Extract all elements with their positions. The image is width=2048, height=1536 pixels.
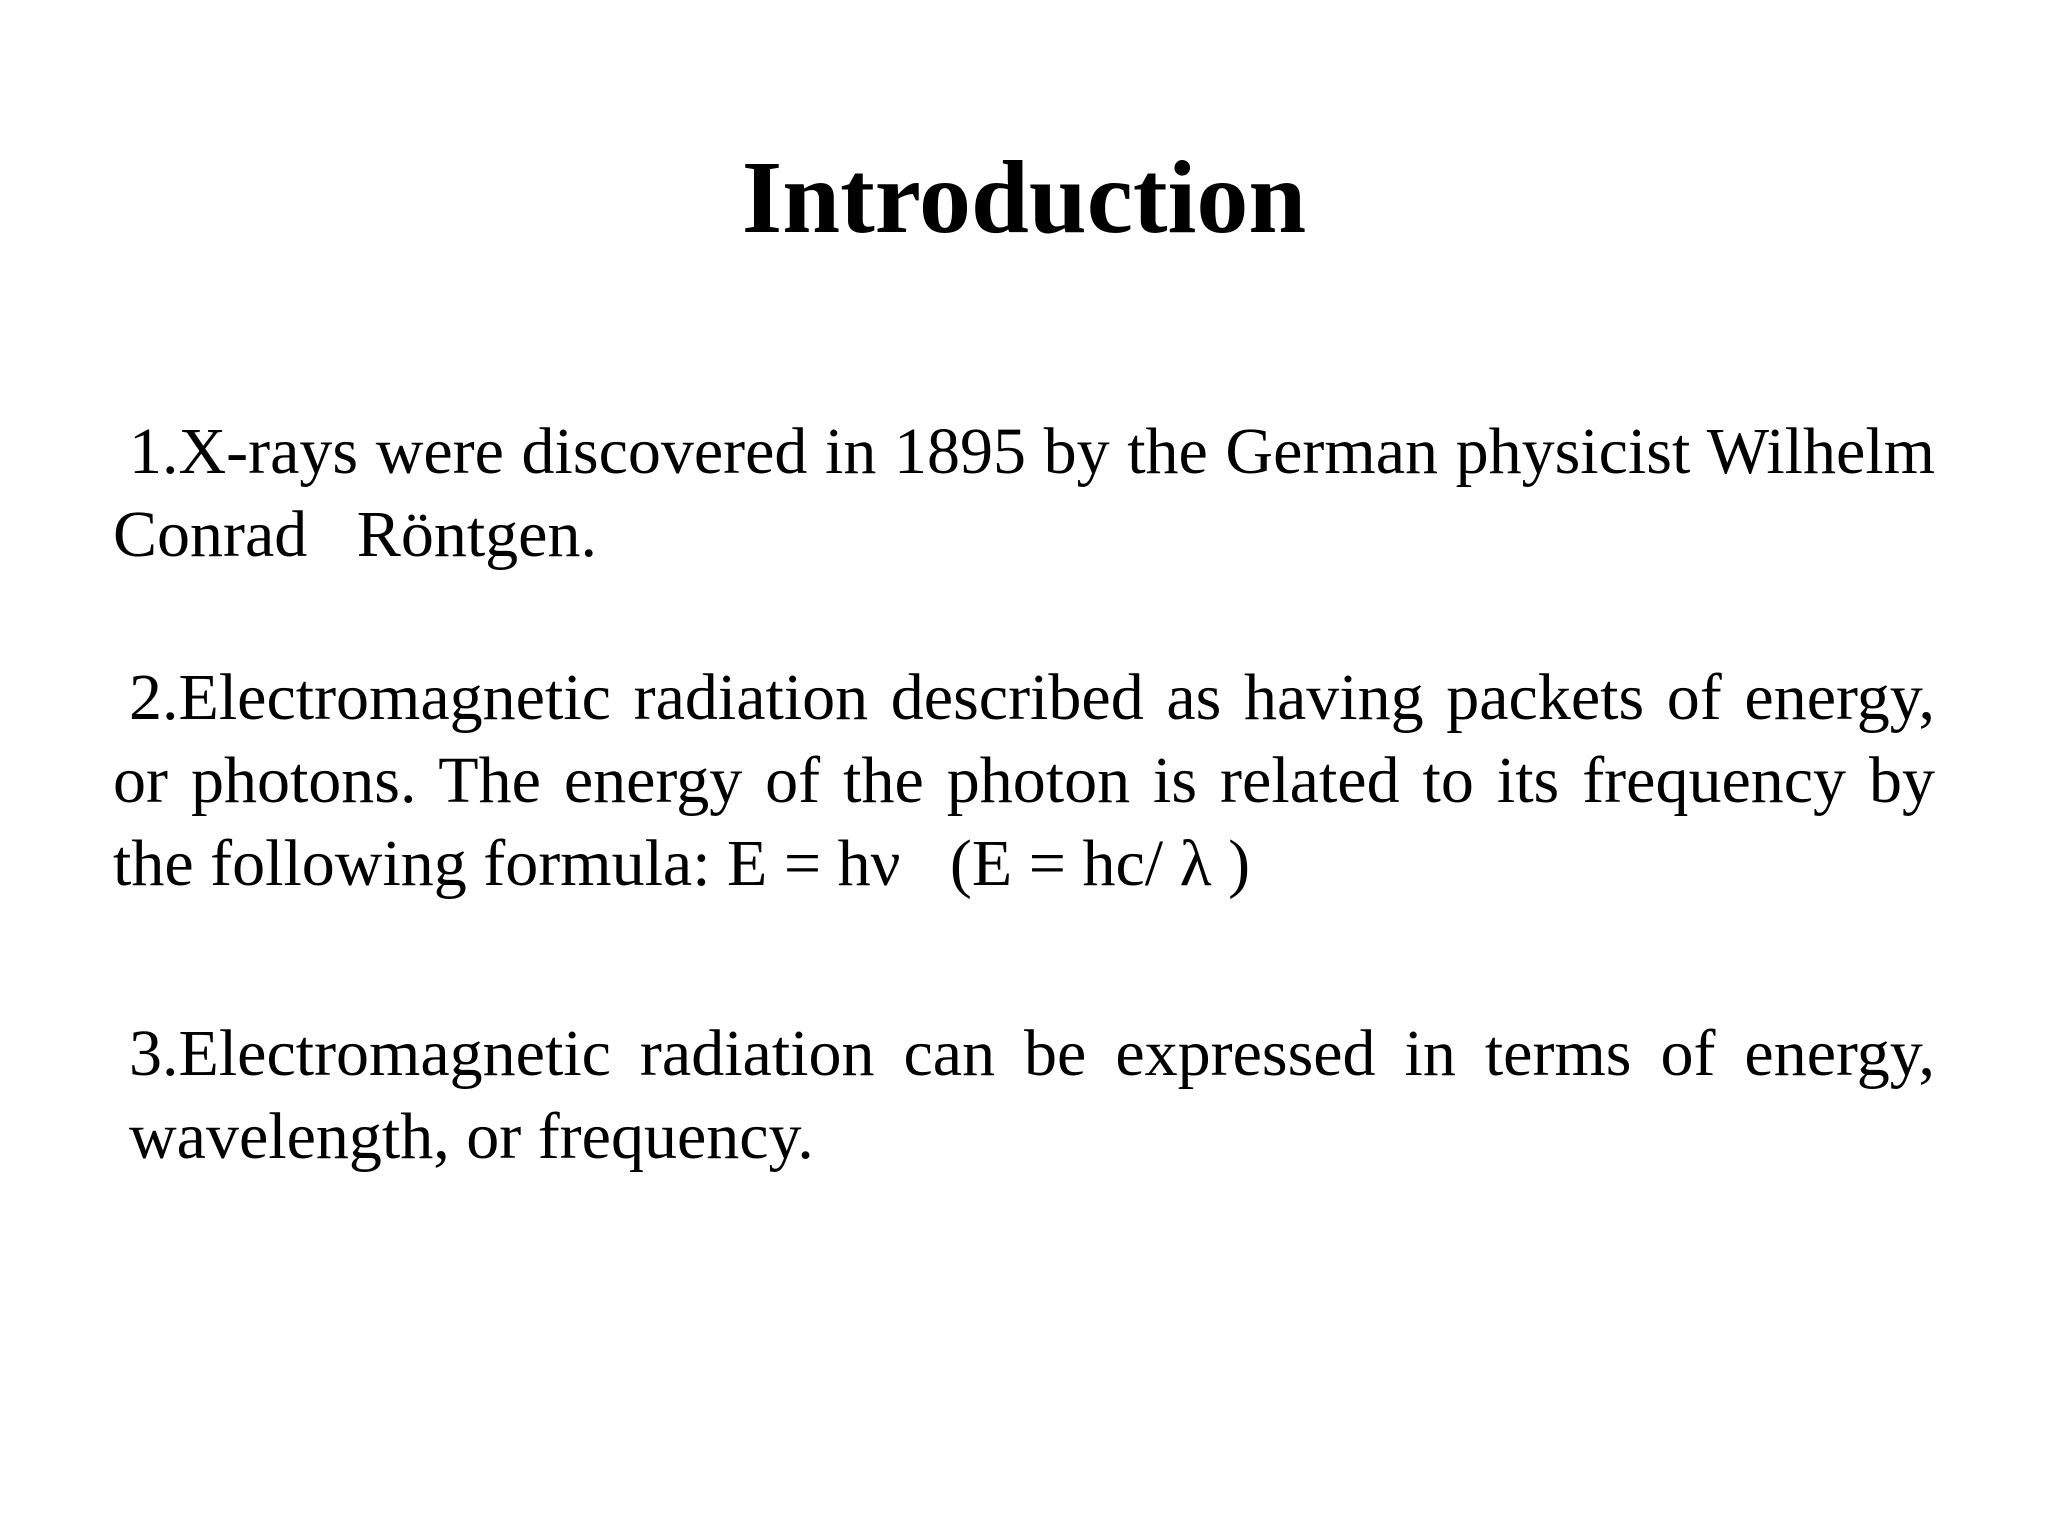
- paragraph-em-radiation-terms: 3.Electromagnetic radiation can be expressed in terms of energy, wavelength, or frequency.: [129, 1017, 1935, 1173]
- paragraph-photon-energy: 2.Electromagnetic radiation described as having packets of energy, or photons. The energy of the photon is related to its frequency by the following formula: E = hν (E = hc/ λ ): [113, 661, 1952, 900]
- slide-title: Introduction: [741, 140, 1307, 255]
- paragraph-xray-discovery: 1.X-rays were discovered in 1895 by the German physicist Wilhelm Conrad Röntgen.: [113, 415, 1952, 571]
